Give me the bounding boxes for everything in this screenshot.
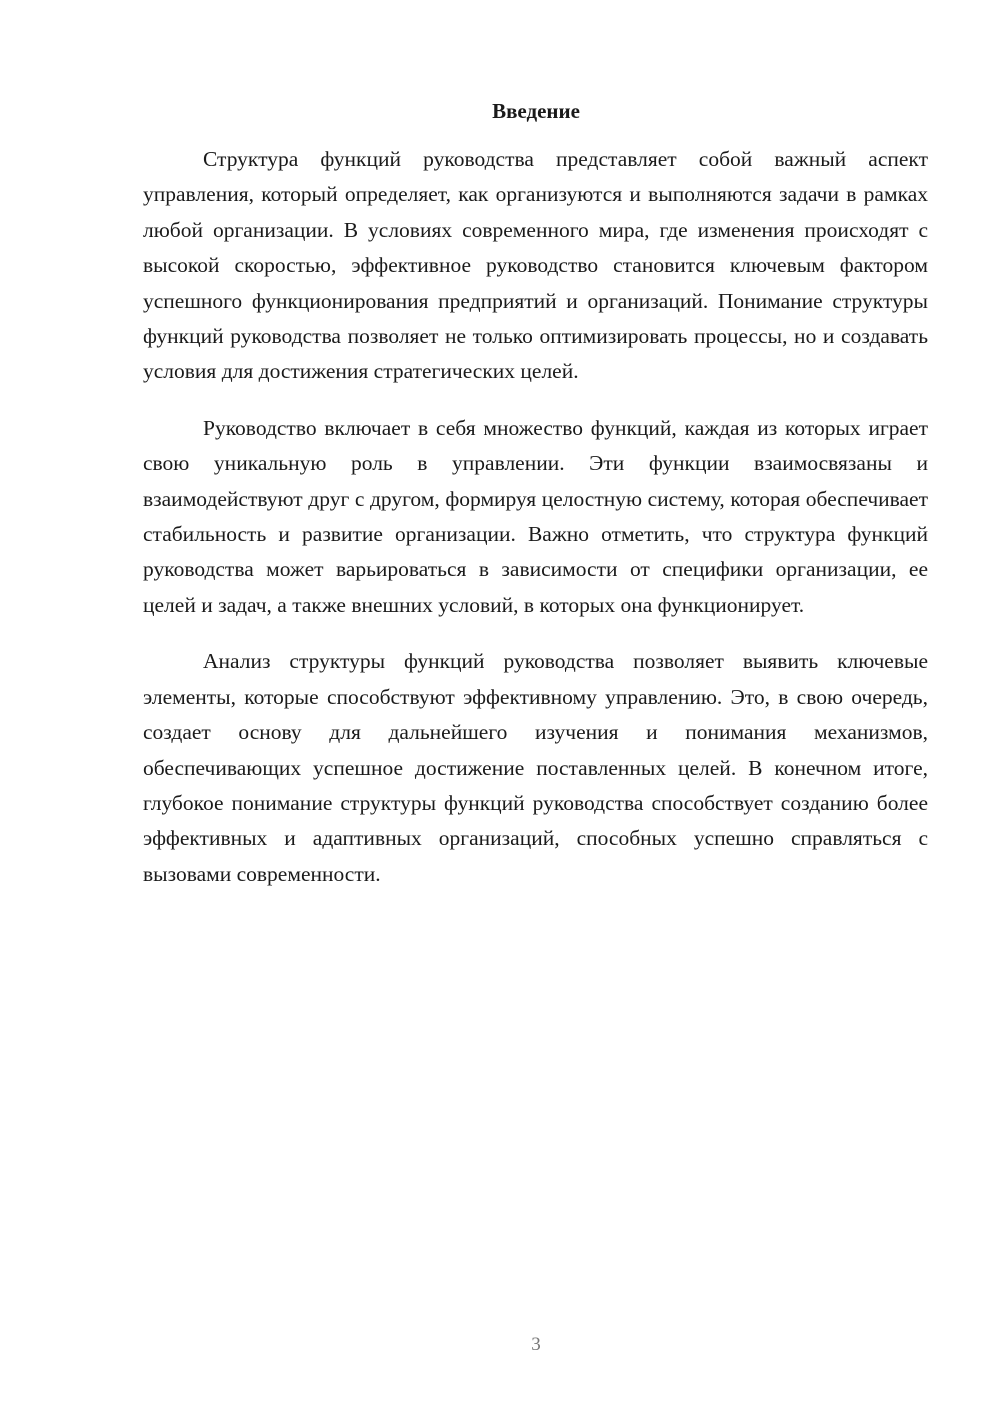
paragraph-2: Руководство включает в себя множество функций, каждая из которых играет свою уникальную роль в управлении. Эти функции взаимосвязаны и взаимодействуют друг с другом, формируя целостную систему, которая обеспечивает стабильность и развитие организации. Важно отметить, что структура функций руководства может варьироваться в зависимости от специфики организации, ее целей и задач, а также внешних условий, в которых она функционирует. <box>143 415 928 617</box>
page-title: Введение <box>492 99 580 123</box>
page-number: 3 <box>531 1334 541 1355</box>
paragraph-3: Анализ структуры функций руководства позволяет выявить ключевые элементы, которые способствуют эффективному управлению. Это, в свою очередь, создает основу для дальнейшего изучения и понимания механизмов, обеспечивающих успешное достижение поставленных целей. В конечном итоге, глубокое понимание структуры функций руководства способствует созданию более эффективных и адаптивных организаций, способных успешно справляться с вызовами современности. <box>143 649 928 886</box>
body-text <box>143 142 928 913</box>
paragraph-1: Структура функций руководства представляет собой важный аспект управления, который определяет, как организуются и выполняются задачи в рамках любой организации. В условиях современного мира, где изменения происходят с высокой скоростью, эффективное руководство становится ключевым фактором успешного функционирования предприятий и организаций. Понимание структуры функций руководства позволяет не только оптимизировать процессы, но и создавать условия для достижения стратегических целей. <box>143 147 928 384</box>
